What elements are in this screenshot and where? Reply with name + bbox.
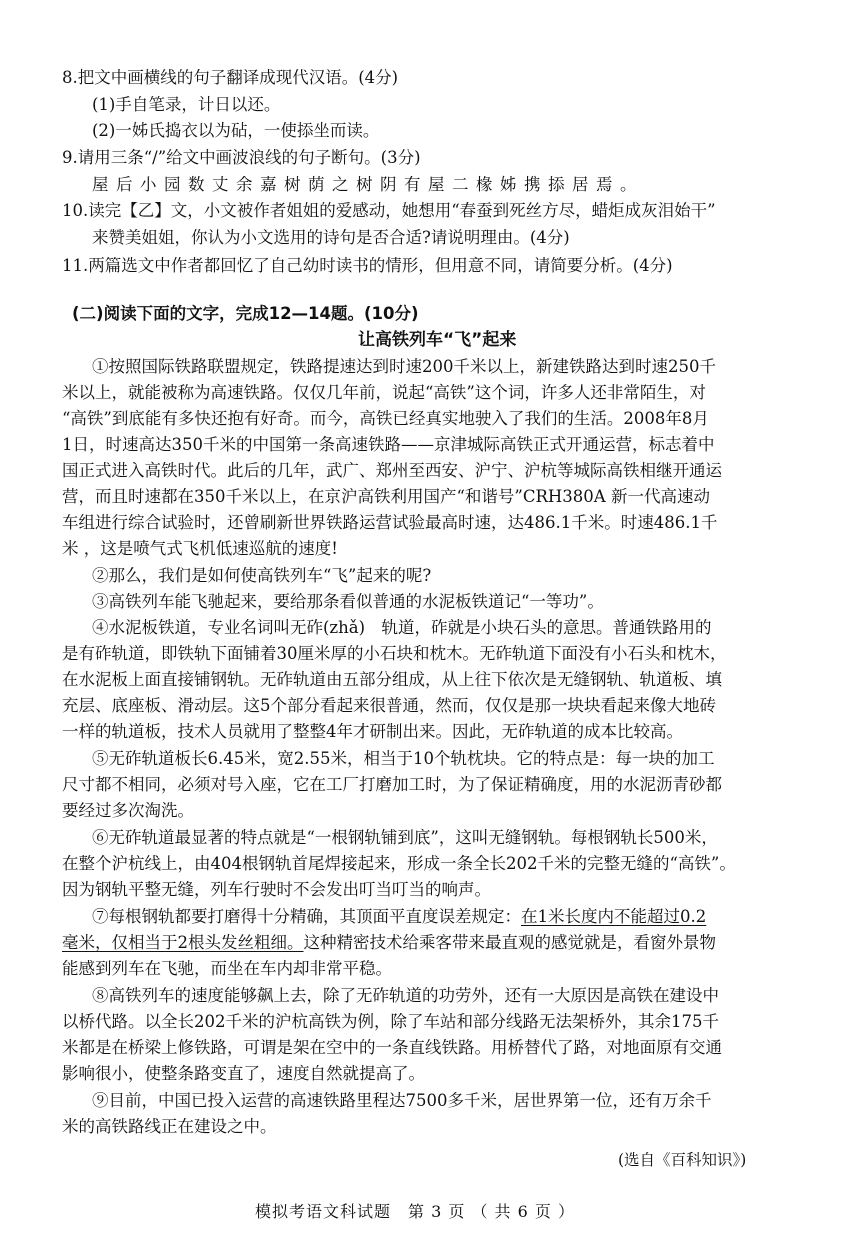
body-line: 充层、底座板、滑动层。这5个部分看起来很普通，然而，仅仅是那一块块看起来像大地砖 (62, 696, 716, 715)
question-10-line-1: 10.读完【乙】文，小文被作者姐姐的爱感动，她想用“春蚕到死丝方尽，蜡炬成灰泪始干” (62, 201, 716, 220)
body-line: 米的高铁路线正在建设之中。 (62, 1117, 277, 1136)
body-line: 营，而且时速都在350千米以上，在京沪高铁利用国产“和谐号”CRH380A 新一代高速动 (62, 487, 710, 506)
body-line (92, 905, 706, 929)
body-line: 在水泥板上面直接铺钢轨。无砟轨道由五部分组成，从上往下依次是无缝钢轨、轨道板、填 (62, 670, 722, 689)
body-line (62, 931, 716, 955)
body-line: 要经过多次淘洗。 (62, 801, 194, 820)
article-title: 让高铁列车“飞”起来 (358, 330, 517, 350)
underlined-sentence: 在1米长度内不能超过0.2 (521, 907, 707, 926)
body-line: “高铁”到底能有多快还抱有好奇。而今，高铁已经真实地驶入了我们的生活。2008年8月 (62, 409, 709, 428)
body-text: ⑦每根钢轨都要打磨得十分精确，其顶面平直度误差规定： (92, 907, 521, 926)
question-9: 9.请用三条“/”给文中画波浪线的句子断句。(3分) (62, 148, 421, 167)
body-line: ⑧高铁列车的速度能够飙上去，除了无砟轨道的功劳外，还有一大原因是高铁在建设中 (92, 986, 719, 1005)
body-line: ②那么，我们是如何使高铁列车“飞”起来的呢? (92, 566, 432, 585)
body-line: ③高铁列车能飞驰起来，要给那条看似普通的水泥板铁道记“一等功”。 (92, 592, 604, 611)
question-8-item-2: (2)一姊氏捣衣以为砧，一使掭坐而读。 (92, 121, 380, 140)
body-line: 米 ，这是喷气式飞机低速巡航的速度! (62, 539, 338, 558)
body-line: 国正式进入高铁时代。此后的几年，武广、郑州至西安、沪宁、沪杭等城际高铁相继开通运 (62, 461, 722, 480)
body-line: 尺寸都不相同，必须对号入座，它在工厂打磨加工时，为了保证精确度，用的水泥沥青砂都 (62, 775, 722, 794)
source-citation: (选自《百科知识》) (618, 1151, 747, 1169)
body-line: 车组进行综合试验时，还曾刷新世界铁路运营试验最高时速，达486.1千米。时速486.1千 (62, 513, 718, 532)
body-line: 米都是在桥梁上修铁路，可谓是架在空中的一条直线铁路。用桥替代了路，对地面原有交通 (62, 1038, 722, 1057)
body-line: 是有砟轨道，即铁轨下面铺着30厘米厚的小石块和枕木。无砟轨道下面没有小石头和枕木， (62, 644, 727, 663)
body-text: 这种精密技术给乘客带来最直观的感觉就是，看窗外景物 (303, 933, 716, 952)
body-line: 在整个沪杭线上，由404根钢轨首尾焊接起来，形成一条全长202千米的完整无缝的“高铁”。 (62, 854, 736, 873)
body-line: 以桥代路。以全长202千米的沪杭高铁为例，除了车站和部分线路无法架桥外，其余175千 (62, 1012, 719, 1031)
body-line: ④水泥板铁道，专业名词叫无砟(zhǎ) 轨道，砟就是小块石头的意思。普通铁路用的 (92, 618, 712, 637)
page-footer: 模拟考语文科试题 第 3 页 （ 共 6 页 ） (255, 1202, 575, 1221)
body-line: 影响很小，使整条路变直了，速度自然就提高了。 (62, 1064, 425, 1083)
body-line: 一样的轨道板，技术人员就用了整整4年才研制出来。因此，无砟轨道的成本比较高。 (62, 722, 683, 741)
underlined-sentence: 毫米，仅相当于2根头发丝粗细。 (62, 933, 304, 952)
body-line: ⑥无砟轨道最显著的特点就是“一根钢轨铺到底”，这叫无缝钢轨。每根钢轨长500米， (92, 828, 718, 847)
section-heading: (二)阅读下面的文字，完成12—14题。(10分) (72, 304, 419, 323)
question-8: 8.把文中画横线的句子翻译成现代汉语。(4分) (62, 68, 399, 87)
question-8-item-1: (1)手自笔录，计日以还。 (92, 95, 281, 114)
body-line: ①按照国际铁路联盟规定，铁路提速达到时速200千米以上，新建铁路达到时速250千 (92, 357, 716, 376)
body-line: ⑨目前，中国已投入运营的高速铁路里程达7500多千米，居世界第一位，还有万余千 (92, 1091, 712, 1110)
body-line: 米以上，就能被称为高速铁路。仅仅几年前，说起“高铁”这个词，许多人还非常陌生，对 (62, 383, 706, 402)
body-line: 因为钢轨平整无缝，列车行驶时不会发出叮当叮当的响声。 (62, 880, 491, 899)
body-line: ⑤无砟轨道板长6.45米，宽2.55米，相当于10个轨枕块。它的特点是：每一块的加工 (92, 749, 715, 768)
body-line: 能感到列车在飞驰，而坐在车内却非常平稳。 (62, 959, 392, 978)
question-10-line-2: 来赞美姐姐，你认为小文选用的诗句是否合适?请说明理由。(4分) (92, 228, 570, 247)
body-line: 1日，时速高达350千米的中国第一条高速铁路——京津城际高铁正式开通运营，标志着中 (62, 435, 715, 454)
question-9-sentence: 屋后小园数丈余嘉树荫之树阴有屋二椽姊携掭居焉。 (92, 175, 644, 194)
question-11: 11.两篇选文中作者都回忆了自己幼时读书的情形，但用意不同，请简要分析。(4分) (62, 256, 673, 275)
